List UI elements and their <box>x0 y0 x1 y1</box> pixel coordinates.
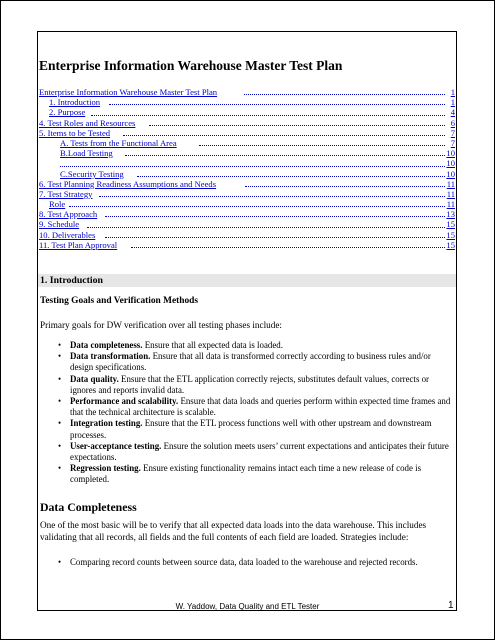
toc-page[interactable]: 15 <box>446 219 455 230</box>
toc-leader <box>199 144 445 146</box>
list-item <box>40 418 452 440</box>
toc-entry[interactable] <box>39 230 455 240</box>
toc-entry[interactable] <box>39 240 455 250</box>
strategy-text: Comparing record counts between source data, data loaded to the warehouse and rejected records. <box>70 557 418 567</box>
bullet-icon: • <box>58 440 62 451</box>
goals-list <box>40 340 452 486</box>
list-item <box>40 374 452 396</box>
goal-term: User-acceptance testing. <box>70 440 162 451</box>
toc-link[interactable]: 5. Items to be Tested <box>39 127 111 138</box>
toc-entry[interactable] <box>39 199 455 209</box>
toc-link[interactable]: C.Security Testing <box>60 168 124 179</box>
toc-link[interactable]: B.Load Testing <box>60 148 113 159</box>
toc-entry[interactable] <box>39 97 455 107</box>
toc-entry[interactable] <box>39 118 455 128</box>
toc-link[interactable]: 7. Test Strategy <box>39 188 93 199</box>
toc-entry[interactable] <box>39 169 455 179</box>
goal-term: Data quality. <box>70 373 119 384</box>
toc-entry[interactable] <box>39 189 455 199</box>
goal-text: Ensure existing functionality remains intact each time a new release of code is completed. <box>70 463 422 485</box>
list-item <box>40 441 452 463</box>
goal-text: Ensure that the ETL application correctly rejects, substitutes default values, corrects or ignores and reports invalid data. <box>70 373 430 395</box>
toc-link[interactable]: 11. Test Plan Approval <box>39 239 118 250</box>
toc-link[interactable]: 9. Schedule <box>39 219 80 230</box>
toc-leader <box>125 154 445 156</box>
toc-leader <box>131 246 445 248</box>
toc-entry[interactable] <box>39 87 455 97</box>
toc-entry[interactable] <box>39 138 455 148</box>
toc-page[interactable]: 6 <box>450 117 455 128</box>
toc-link[interactable]: 4. Test Roles and Resources <box>39 117 136 128</box>
goal-text: Ensure the solution meets users’ current expectations and anticipates their future expectations. <box>70 440 449 463</box>
toc-leader <box>105 236 445 238</box>
toc-page[interactable]: 10 <box>446 168 455 179</box>
toc-link[interactable]: 6. Test Planning Readiness Assumptions and Needs <box>39 178 217 189</box>
toc-link[interactable]: 8. Test Approach <box>39 209 98 220</box>
bullet-icon: • <box>58 340 62 350</box>
toc-leader <box>137 175 445 177</box>
section-heading: 1. Introduction <box>40 275 103 286</box>
subheading: Testing Goals and Verification Methods <box>40 296 199 306</box>
bullet-icon: • <box>58 463 62 474</box>
toc-link[interactable]: Role <box>49 199 66 210</box>
list-item <box>40 340 452 351</box>
page-number: 1 <box>448 600 454 611</box>
goal-text: Ensure that the ETL process functions well with other upstream and downstream processes. <box>70 418 432 440</box>
toc-leader <box>105 215 445 217</box>
toc-page[interactable]: 10 <box>446 148 455 159</box>
goal-term: Data transformation. <box>70 351 151 362</box>
completeness-paragraph: One of the most basic will be to verify that all expected data loads into the data warehouse. This includes validating that all records, all fields and the full contents of each field are loaded. Strategies include: <box>40 520 427 542</box>
toc-page[interactable]: 7 <box>450 127 455 138</box>
toc-leader <box>69 205 445 207</box>
toc-page[interactable]: 7 <box>450 137 455 148</box>
goal-text: Ensure that all expected data is loaded. <box>142 340 283 350</box>
toc-leader <box>99 195 445 197</box>
toc-link[interactable]: 2. Purpose <box>49 107 86 118</box>
list-item <box>40 396 452 418</box>
list-item <box>40 463 452 485</box>
toc-leader <box>123 134 445 136</box>
toc-link[interactable]: Enterprise Information Warehouse Master Test Plan <box>39 87 218 97</box>
toc-page[interactable]: 15 <box>446 229 455 240</box>
toc-link[interactable]: 1. Introduction <box>49 97 101 108</box>
toc-leader <box>244 93 445 95</box>
list-item <box>40 557 452 568</box>
toc-page[interactable]: 15 <box>446 239 455 250</box>
toc-link[interactable]: A. Tests from the Functional Area <box>60 137 177 148</box>
bullet-icon: • <box>58 373 62 384</box>
toc-page[interactable]: 13 <box>446 209 455 220</box>
goal-term: Integration testing. <box>70 418 143 429</box>
toc-entry[interactable] <box>39 158 455 168</box>
goal-term: Performance and scalability. <box>70 396 179 407</box>
goal-text: Ensure that data loads and queries perform within expected time frames and that the technical architecture is scalable. <box>70 396 451 418</box>
toc-leader <box>149 124 445 126</box>
toc-page[interactable]: 11 <box>446 178 455 189</box>
toc-page[interactable]: 1 <box>450 97 455 108</box>
bullet-icon: • <box>58 557 62 567</box>
toc-entry[interactable] <box>39 128 455 138</box>
toc-leader <box>109 103 445 105</box>
toc-leader <box>87 226 445 228</box>
toc-page[interactable]: 1 <box>450 87 455 97</box>
table-of-contents <box>39 87 455 250</box>
toc-page[interactable]: 11 <box>446 188 455 199</box>
toc-entry[interactable] <box>39 148 455 158</box>
bullet-icon: • <box>58 351 62 362</box>
toc-entry[interactable] <box>39 209 455 219</box>
page-footer: W. Yaddow, Data Quality and ETL Tester <box>175 602 320 611</box>
toc-page[interactable]: 11 <box>446 199 455 210</box>
bullet-icon: • <box>58 418 62 429</box>
toc-link[interactable]: 10. Deliverables <box>39 229 96 240</box>
toc-page[interactable]: 10 <box>446 158 455 169</box>
toc-leader <box>245 185 445 187</box>
data-completeness-heading: Data Completeness <box>40 500 137 514</box>
toc-page[interactable]: 4 <box>450 107 455 118</box>
intro-paragraph: Primary goals for DW verification over all testing phases include: <box>40 320 282 330</box>
goal-term: Regression testing. <box>70 463 141 474</box>
toc-leader <box>60 165 445 167</box>
toc-entry[interactable] <box>39 107 455 117</box>
goal-term: Data completeness. <box>70 340 143 350</box>
toc-entry[interactable] <box>39 219 455 229</box>
toc-leader <box>91 114 445 116</box>
strategies-list <box>40 557 452 568</box>
toc-entry[interactable] <box>39 179 455 189</box>
bullet-icon: • <box>58 396 62 407</box>
list-item <box>40 351 452 373</box>
goal-text: Ensure that all data is transformed correctly according to business rules and/or design specifications. <box>70 351 431 373</box>
document-title: Enterprise Information Warehouse Master Test Plan <box>39 58 343 73</box>
